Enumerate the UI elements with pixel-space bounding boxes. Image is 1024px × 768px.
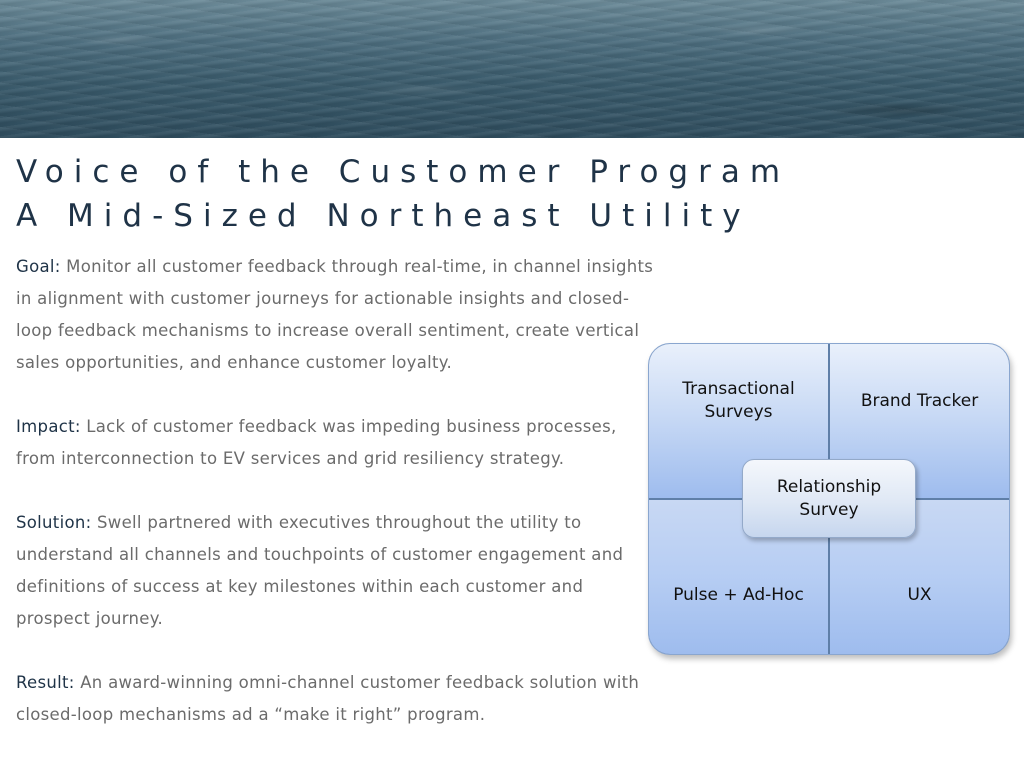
transactional-label-line2: Surveys [704, 402, 773, 422]
impact-text: Lack of customer feedback was impeding business processes, from interconnection to EV services and grid resiliency strategy. [16, 417, 617, 468]
result-text: An award-winning omni-channel customer feedback solution with closed-loop mechanisms ad a “make it right” program. [16, 673, 640, 724]
impact-label: Impact: [16, 417, 81, 436]
goal-text: Monitor all customer feedback through real-time, in channel insights in alignment with customer journeys for actionable insights and closed-loop feedback mechanisms to increase overall sentiment, create vertical sales opportunities, and enhance customer loyalty. [16, 257, 654, 372]
title-line-2: A Mid-Sized Northeast Utility [16, 198, 751, 234]
relationship-survey-box [742, 459, 916, 538]
transactional-label-line1: Transactional [682, 379, 795, 399]
title-line-1: Voice of the Customer Program [16, 154, 791, 190]
case-study-text [16, 251, 656, 763]
goal-paragraph [16, 251, 656, 379]
impact-paragraph [16, 411, 656, 475]
ocean-banner-image [0, 0, 1024, 138]
ux-label: UX [907, 585, 932, 605]
result-paragraph [16, 667, 656, 731]
relationship-label-line1: Relationship [776, 476, 882, 497]
result-label: Result: [16, 673, 75, 692]
solution-text: Swell partnered with executives throughout the utility to understand all channels and touchpoints of customer engagement and definitions of success at key milestones within each customer and prospect journey. [16, 513, 624, 628]
solution-label: Solution: [16, 513, 92, 532]
page-title [16, 150, 790, 238]
goal-label: Goal: [16, 257, 61, 276]
relationship-label-line2: Survey [799, 499, 859, 520]
solution-paragraph [16, 507, 656, 635]
pulse-adhoc-label: Pulse + Ad-Hoc [673, 585, 804, 605]
brand-tracker-label: Brand Tracker [860, 391, 979, 411]
